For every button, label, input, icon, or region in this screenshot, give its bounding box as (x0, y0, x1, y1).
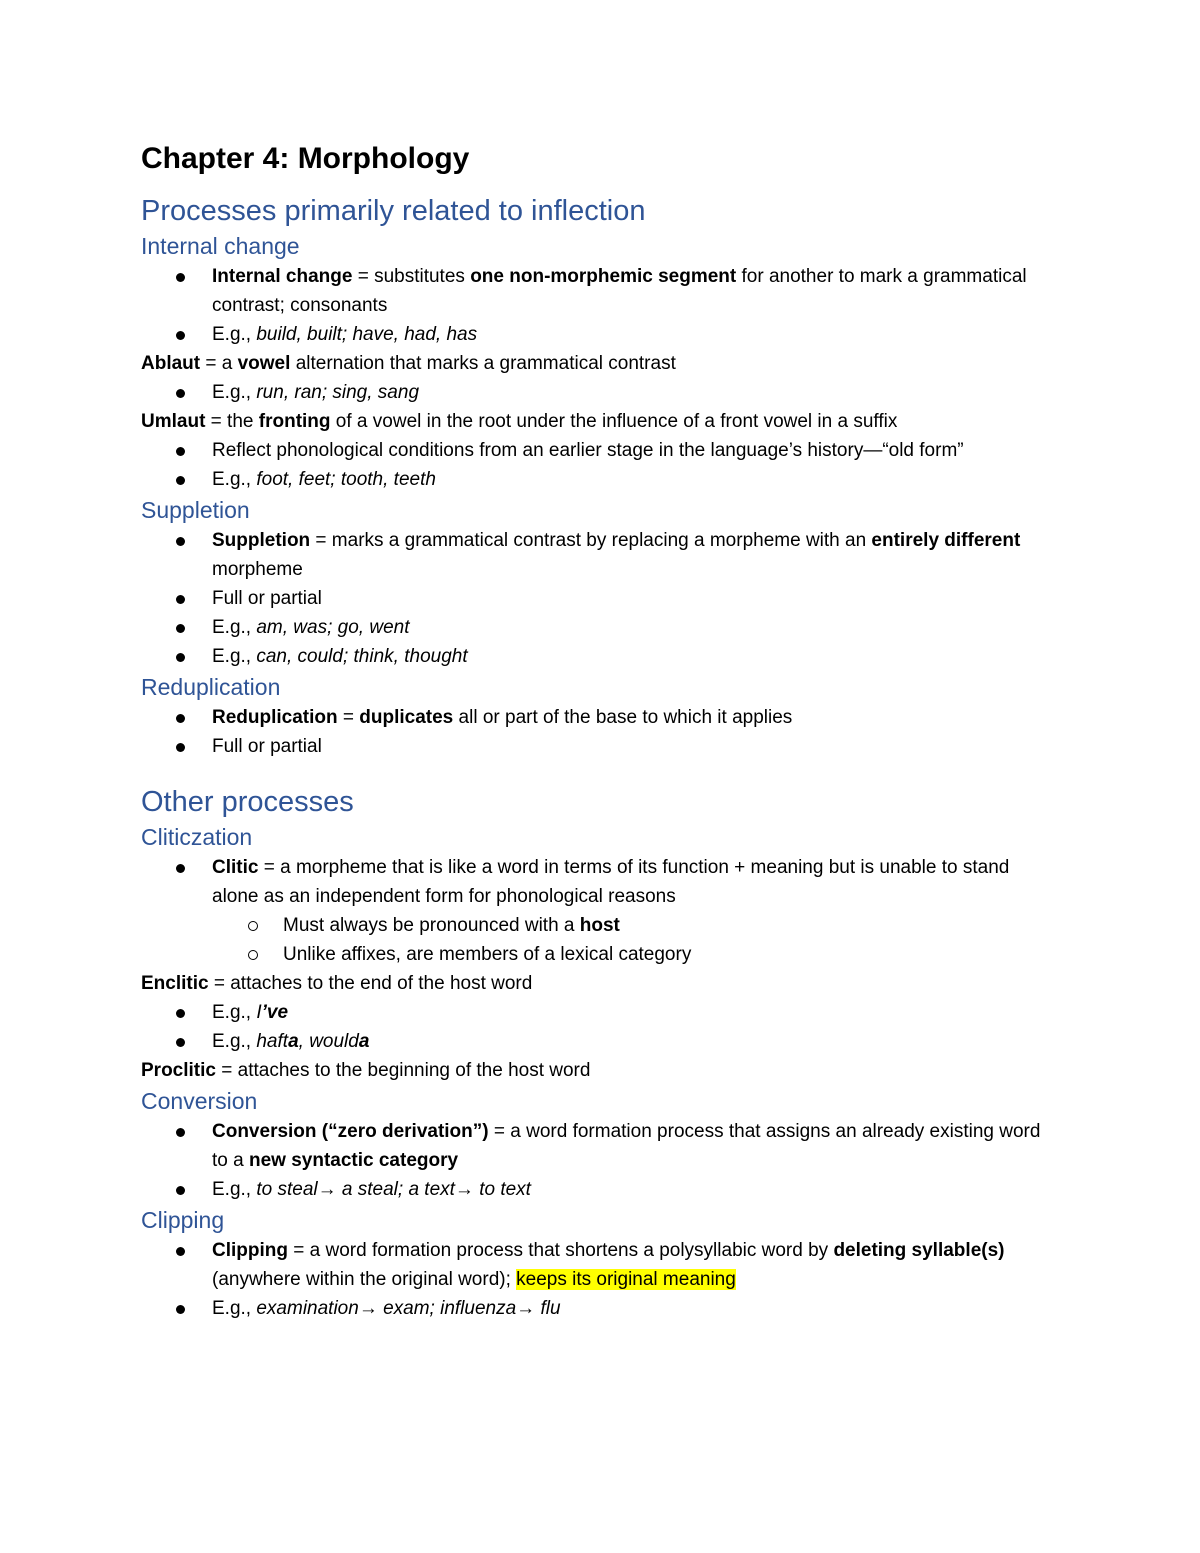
subheading-internal-change: Internal change (141, 233, 300, 259)
circle-bullet-icon (248, 950, 258, 960)
subheading-cliticization: Cliticzation (141, 824, 253, 850)
subheading-reduplication: Reduplication (141, 674, 281, 700)
list-item: Full or partial (141, 584, 1061, 613)
list-item: E.g., hafta, woulda (141, 1027, 1061, 1056)
paragraph-proclitic: Proclitic = attaches to the beginning of the host word (141, 1060, 591, 1081)
bullet-icon (176, 537, 185, 546)
arrow-right-icon: → (358, 1298, 378, 1319)
bullet-icon (176, 864, 185, 873)
spacer (141, 761, 1061, 783)
list-item: Full or partial (141, 732, 1061, 761)
subheading-suppletion: Suppletion (141, 497, 250, 523)
bullet-icon (176, 273, 185, 282)
highlighted-text: keeps its original meaning (516, 1269, 736, 1290)
bullet-icon (176, 1128, 185, 1137)
list-item: Clitic = a morpheme that is like a word in terms of its function + meaning but is unable to stand alone as an independent form for phonological reasons Must always be pronounced with a host Unlike affixes, are members of a lexical category (141, 853, 1061, 969)
bullet-icon (176, 1186, 185, 1195)
list-item: E.g., I’ve (141, 998, 1061, 1027)
sub-bullet-list (212, 911, 1061, 969)
subheading-conversion: Conversion (141, 1088, 258, 1114)
document-body (141, 138, 1061, 1323)
bullet-icon (176, 653, 185, 662)
list-item: E.g., am, was; go, went (141, 613, 1061, 642)
bullet-list (141, 436, 1061, 494)
list-item: E.g., examination→ exam; influenza→ flu (141, 1294, 1061, 1323)
bullet-icon (176, 331, 185, 340)
bullet-list (141, 1236, 1061, 1323)
bullet-icon (176, 1009, 185, 1018)
bullet-list (141, 998, 1061, 1056)
bullet-list (141, 262, 1061, 349)
arrow-right-icon: → (454, 1179, 474, 1200)
bullet-icon (176, 447, 185, 456)
section-heading-inflection: Processes primarily related to inflection (141, 195, 646, 227)
list-item: Reduplication = duplicates all or part of the base to which it applies (141, 703, 1061, 732)
arrow-right-icon: → (317, 1179, 337, 1200)
list-item: E.g., foot, feet; tooth, teeth (141, 465, 1061, 494)
section-heading-other-processes: Other processes (141, 786, 354, 818)
arrow-right-icon: → (516, 1298, 536, 1319)
bullet-icon (176, 1305, 185, 1314)
bullet-icon (176, 1038, 185, 1047)
list-item: E.g., build, built; have, had, has (141, 320, 1061, 349)
subheading-clipping: Clipping (141, 1207, 225, 1233)
paragraph-ablaut: Ablaut = a vowel alternation that marks a grammatical contrast (141, 353, 676, 374)
list-item: E.g., run, ran; sing, sang (141, 378, 1061, 407)
list-item: Suppletion = marks a grammatical contrast by replacing a morpheme with an entirely different morpheme (141, 526, 1061, 584)
circle-bullet-icon (248, 921, 258, 931)
bullet-list (141, 853, 1061, 969)
list-item: Internal change = substitutes one non-morphemic segment for another to mark a grammatical contrast; consonants (141, 262, 1061, 320)
list-item: E.g., to steal→ a steal; a text→ to text (141, 1175, 1061, 1204)
bullet-list (141, 1117, 1061, 1204)
bullet-icon (176, 595, 185, 604)
bullet-icon (176, 714, 185, 723)
list-item: Reflect phonological conditions from an earlier stage in the language’s history—“old form” (141, 436, 1061, 465)
sub-list-item: Must always be pronounced with a host (212, 911, 1061, 940)
bullet-list (141, 526, 1061, 671)
bullet-icon (176, 389, 185, 398)
bullet-icon (176, 1247, 185, 1256)
list-item: Clipping = a word formation process that shortens a polysyllabic word by deleting syllable(s) (anywhere within the original word); keeps its original meaning (141, 1236, 1061, 1294)
page-title: Chapter 4: Morphology (141, 142, 470, 175)
bullet-icon (176, 476, 185, 485)
paragraph-umlaut: Umlaut = the fronting of a vowel in the root under the influence of a front vowel in a suffix (141, 411, 898, 432)
sub-list-item: Unlike affixes, are members of a lexical category (212, 940, 1061, 969)
paragraph-enclitic: Enclitic = attaches to the end of the host word (141, 973, 533, 994)
list-item: Conversion (“zero derivation”) = a word formation process that assigns an already existing word to a new syntactic category (141, 1117, 1061, 1175)
bullet-list (141, 378, 1061, 407)
list-item: E.g., can, could; think, thought (141, 642, 1061, 671)
bullet-icon (176, 624, 185, 633)
bullet-list (141, 703, 1061, 761)
bullet-icon (176, 743, 185, 752)
